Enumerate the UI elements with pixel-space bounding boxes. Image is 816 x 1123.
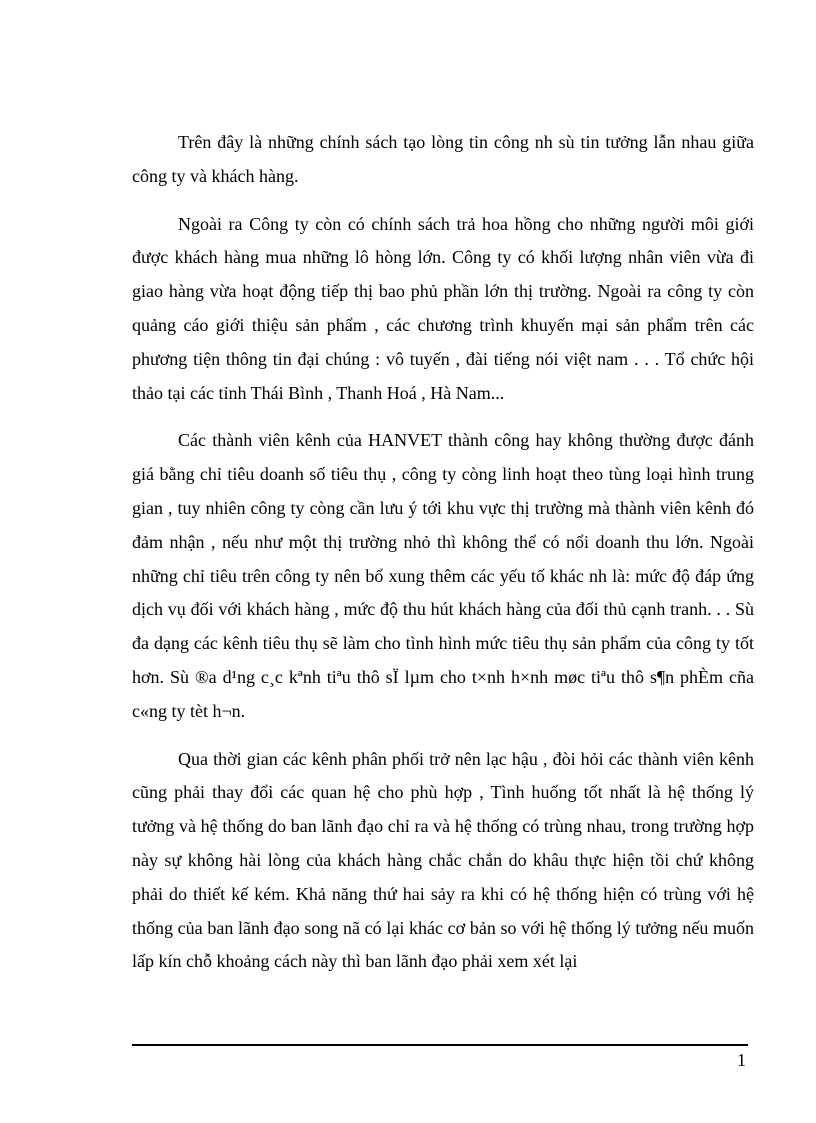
paragraph-4: Qua thời gian các kênh phân phối trở nên lạc hậu , đòi hỏi các thành viên kênh cũng phải thay đổi các quan hệ cho phù hợp , Tình huống tốt nhất là hệ thống lý tưởng và hệ thống do ban lãnh đạo chỉ ra và hệ thống có trùng nhau, trong trường hợp này sự không hài lòng của khách hàng chắc chắn do khâu thực hiện tồi chứ không phải do thiết kế kém. Khả năng thứ hai sảy ra khi có hệ thống hiện có trùng với hệ thống của ban lãnh đạo song nã có lại khác cơ bản so với hệ thống lý tưởng nếu muốn lấp kín chỗ khoảng cách này thì ban lãnh đạo phải xem xét lại <box>132 748 754 972</box>
paragraph-2: Ngoài ra Công ty còn có chính sách trả hoa hồng cho những người môi giới được khách hàng mua những lô hòng lớn. Công ty có khối lượng nhân viên vừa đi giao hàng vừa hoạt động tiếp thị bao phủ phần lớn thị trường. Ngoài ra công ty còn quảng cáo giới thiệu sản phẩm , các chương trình khuyến mại sản phẩm trên các phương tiện thông tin đại chúng : vô tuyến , đài tiếng nói việt nam . . . Tổ chức hội thảo tại các tỉnh Thái Bình , Thanh Hoá , Hà Nam... <box>132 213 754 403</box>
document-body <box>132 126 754 993</box>
paragraph-1: Trên đây là những chính sách tạo lòng tin công nh sù tin tưởng lẫn nhau giữa công ty và khách hàng. <box>132 132 754 186</box>
page-number: 1 <box>737 1050 746 1070</box>
footer-divider <box>132 1044 748 1046</box>
paragraph-3: Các thành viên kênh của HANVET thành công hay không thường được đánh giá bằng chỉ tiêu doanh số tiêu thụ , công ty còng linh hoạt theo tùng loại hình trung gian , tuy nhiên công ty còng cần lưu ý tới khu vực thị trường mà thành viên kênh đó đảm nhận , nếu như một thị trường nhỏ thì không thể có nổi doanh thu lớn. Ngoài những chỉ tiêu trên công ty nên bổ xung thêm các yếu tố khác nh là: mức độ đáp ứng dịch vụ đối với khách hàng , mức độ thu hút khách hàng của đối thủ cạnh tranh. . . Sù đa dạng các kênh tiêu thụ sẽ làm cho tình hình mức tiêu thụ sản phẩm của công ty tốt hơn. Sù ®a d¹ng c¸c kªnh tiªu thô sÏ lµm cho t×nh h×nh møc tiªu thô s¶n phÈm cña c«ng ty tèt h¬n. <box>132 430 754 721</box>
